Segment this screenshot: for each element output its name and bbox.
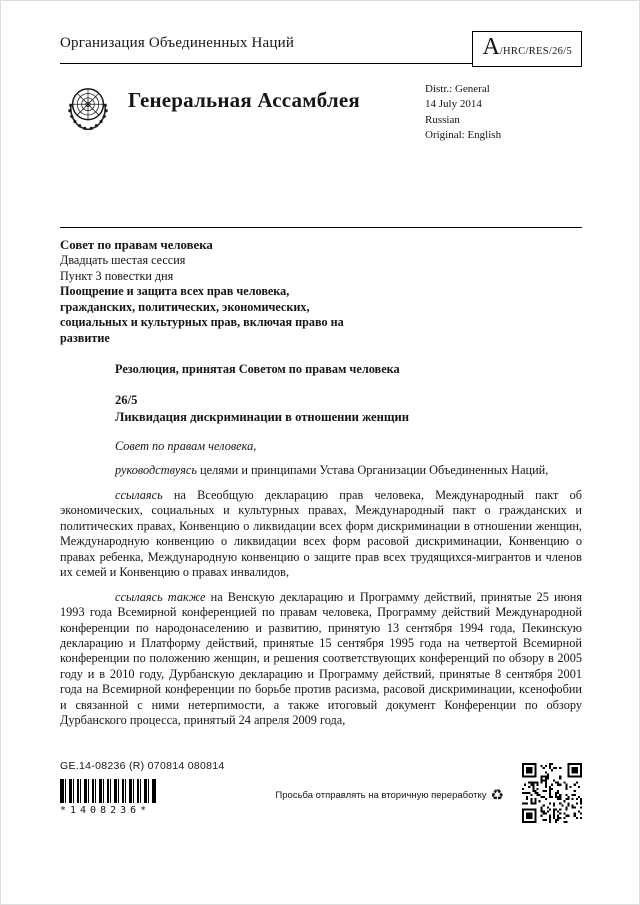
document-symbol: /HRC/RES/26/5 xyxy=(499,46,572,57)
barcode-icon xyxy=(60,779,156,803)
masthead xyxy=(60,78,582,228)
document-header xyxy=(60,34,582,64)
recycle-text: Просьба отправлять на вторичную переработку xyxy=(275,790,487,801)
paragraph-text: на Венскую декларацию и Программу действий, принятые 25 июня 1993 года Всемирной конференцией по правам человека, Программу действий Международной конференции по народонаселению и развитию, принятую 13 сентября 1994 года, Пекинскую декларацию и Платформу действий, принятые 15 сентября 1995 года на четвертой Всемирной конференции по положению женщин, и решения соответствующих конференций по обзору в 2005 году и в 2010 году, Дурбанскую декларацию и Программу действий, принятые 8 сентября 2001 года на Всемирной конференции по борьбе против расизма, расовой дискриминации, ксенофобии и связанной с ними нетерпимости, а также итоговый документ Конференции по обзору Дурбанского процесса, принятый 24 апреля 2009 года, xyxy=(60,589,582,728)
agenda-item: Пункт 3 повестки дня xyxy=(60,268,174,283)
recycle-icon: ♻ xyxy=(490,787,504,804)
resolution-label: Резолюция, принятая Советом по правам человека xyxy=(115,361,400,376)
ge-number: GE.14-08236 (R) 070814 080814 xyxy=(60,760,225,772)
language-line: Russian xyxy=(425,113,460,126)
document-symbol-box xyxy=(472,31,582,67)
organization-name: Организация Объединенных Наций xyxy=(60,35,295,51)
footer-row xyxy=(60,779,582,816)
original-language-line: Original: English xyxy=(425,129,502,142)
preamble-paragraph xyxy=(60,488,582,581)
distr-line: Distr.: General xyxy=(425,83,490,95)
date-line: 14 July 2014 xyxy=(425,98,482,111)
un-emblem-icon xyxy=(60,80,116,136)
session-line: Двадцать шестая сессия xyxy=(60,253,186,267)
paragraph-text: на Всеобщую декларацию прав человека, Международный пакт об экономических, социальных и культурных правах, Международный пакт о гражданских и политических правах, Конвенцию о ликвидации всех форм дискриминации в отношении женщин, Международную конвенцию о ликвидации всех форм расовой дискриминации, Конвенцию о правах ребенка, Международную конвенцию о защите прав всех трудящихся-мигрантов и членов их семей и Конвенцию о правах инвалидов, xyxy=(60,487,582,580)
opening-text: Совет по правам человека, xyxy=(115,438,257,453)
resolution-number: 26/5 xyxy=(115,392,138,407)
paragraph-lead: ссылаясь также xyxy=(115,589,206,604)
paragraph-lead: ссылаясь xyxy=(115,487,163,502)
document-footer xyxy=(60,760,582,816)
preamble-paragraph xyxy=(60,590,582,729)
qr-code xyxy=(522,763,582,823)
barcode-block xyxy=(60,779,158,816)
paragraph-text: целями и принципами Устава Организации Объединенных Наций, xyxy=(196,463,549,478)
paragraph-lead: руководствуясь xyxy=(115,463,197,478)
agenda-title: Поощрение и защита всех прав человека, гражданских, политических, экономических, социальных и культурных прав, включая право на развитие xyxy=(60,284,344,346)
recycle-note xyxy=(275,788,504,816)
page-title: Генеральная Ассамблея xyxy=(128,88,360,112)
document-symbol-letter: A xyxy=(482,34,500,60)
opening-line xyxy=(60,439,582,454)
resolution-title: Ликвидация дискриминации в отношении женщин xyxy=(115,409,410,424)
document-body xyxy=(60,238,582,729)
council-name: Совет по правам человека xyxy=(60,238,213,252)
preamble-paragraph xyxy=(60,463,582,478)
distribution-block xyxy=(425,82,582,144)
barcode-text: *1408236* xyxy=(60,805,151,816)
